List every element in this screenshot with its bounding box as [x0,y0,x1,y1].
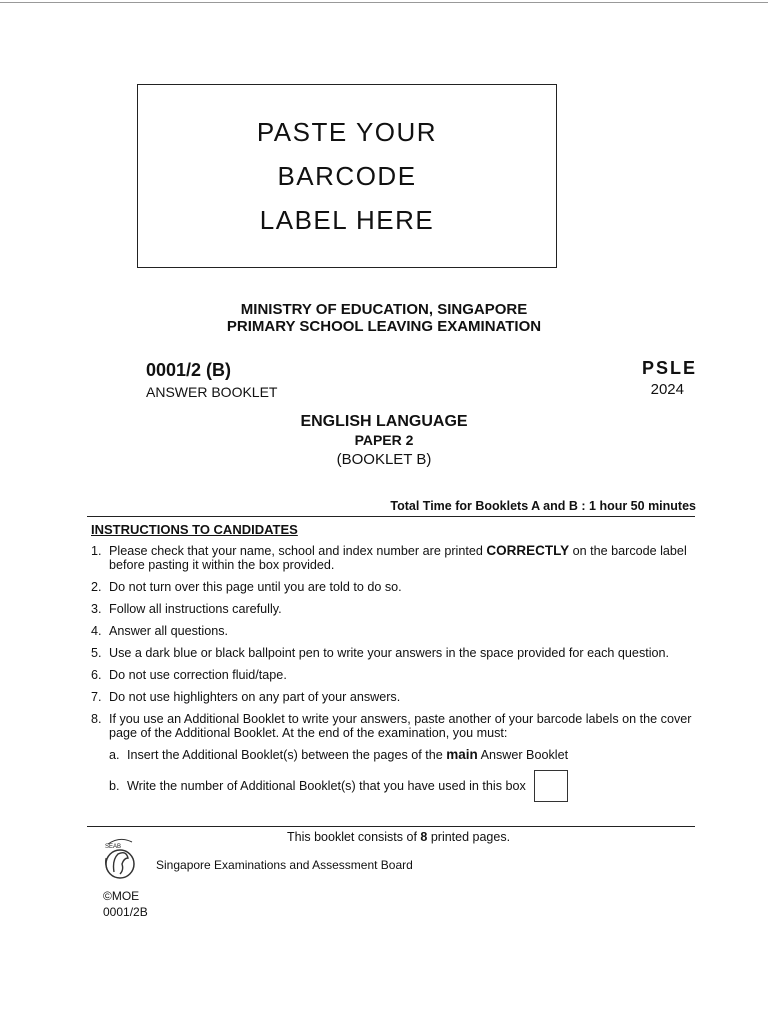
item-text: Do not use highlighters on any part of your answers. [109,690,401,704]
copyright-block [103,888,148,920]
item-text: Do not use correction fluid/tape. [109,668,287,682]
barcode-box-line: BARCODE [277,161,417,191]
document-code: 0001/2B [103,905,148,919]
item-number: 5. [91,646,102,660]
total-time: Total Time for Booklets A and B : 1 hour 50 minutes [390,499,696,513]
top-edge-rule [0,2,768,3]
ministry-heading: MINISTRY OF EDUCATION, SINGAPORE [240,301,528,318]
item-text-part: on the barcode label before pasting it within the box provided. [109,544,687,572]
sub-list-item [109,748,711,762]
subject-title: ENGLISH LANGUAGE [300,413,468,430]
list-item [91,646,711,660]
item-emphasis: main [446,747,478,762]
item-emphasis: CORRECTLY [486,543,570,558]
list-item [91,602,711,616]
copyright-text: ©MOE [103,889,140,903]
item-number: b. [109,779,120,793]
item-number: 3. [91,602,102,616]
paper-code: 0001/2 (B) [146,360,232,380]
page-count-text: printed pages. [427,830,511,844]
item-text: Answer all questions. [109,624,229,638]
item-number: 6. [91,668,102,682]
booklet-type: ANSWER BOOKLET [146,384,278,400]
list-item [91,580,711,594]
item-text-part: Answer Booklet [477,748,569,762]
seab-logo-text: SEAB [105,844,122,850]
item-number: a. [109,748,120,762]
list-item [91,544,711,572]
list-item [91,690,711,704]
instructions-heading: INSTRUCTIONS TO CANDIDATES [91,522,298,537]
subject-paper: PAPER 2 [354,432,414,448]
exam-short-name: PSLE [641,358,697,378]
subject-block [0,412,768,469]
page-count-note [287,830,510,844]
list-item [91,624,711,638]
barcode-box-line: PASTE YOUR [256,117,438,147]
item-text-part: Insert the Additional Booklet(s) between the pages of the [127,748,447,762]
instructions-list [91,544,711,810]
exam-year: 2024 [650,381,684,398]
list-item [91,668,711,682]
exam-heading: PRIMARY SCHOOL LEAVING EXAMINATION [226,318,542,335]
item-text: Use a dark blue or black ballpoint pen to write your answers in the space provided for each question. [109,646,670,660]
item-number: 4. [91,624,102,638]
item-number: 1. [91,544,102,558]
item-text: Do not turn over this page until you are told to do so. [109,580,402,594]
page-count-text: This booklet consists of [287,830,421,844]
item-number: 8. [91,712,102,726]
page-count-number: 8 [420,830,428,844]
barcode-box-line: LABEL HERE [259,205,435,235]
item-text: If you use an Additional Booklet to write your answers, paste another of your barcode labels on the cover page of the Additional Booklet. At the end of the examination, you must: [109,712,692,740]
list-item [91,712,711,740]
exam-board-name: Singapore Examinations and Assessment Board [156,858,413,872]
footer-divider [87,826,695,827]
item-text-part: Please check that your name, school and index number are printed [109,544,487,558]
sub-list-item [109,770,711,802]
seab-logo-icon [100,836,144,882]
item-text: Follow all instructions carefully. [109,602,282,616]
divider [87,516,695,517]
item-text: Write the number of Additional Booklet(s) that you have used in this box [127,779,526,793]
barcode-label-box [137,84,557,268]
item-number: 2. [91,580,102,594]
item-number: 7. [91,690,102,704]
subject-booklet: (BOOKLET B) [336,451,432,468]
additional-booklet-count-box[interactable] [534,770,568,802]
item-text [127,748,568,762]
item-text [109,544,711,572]
